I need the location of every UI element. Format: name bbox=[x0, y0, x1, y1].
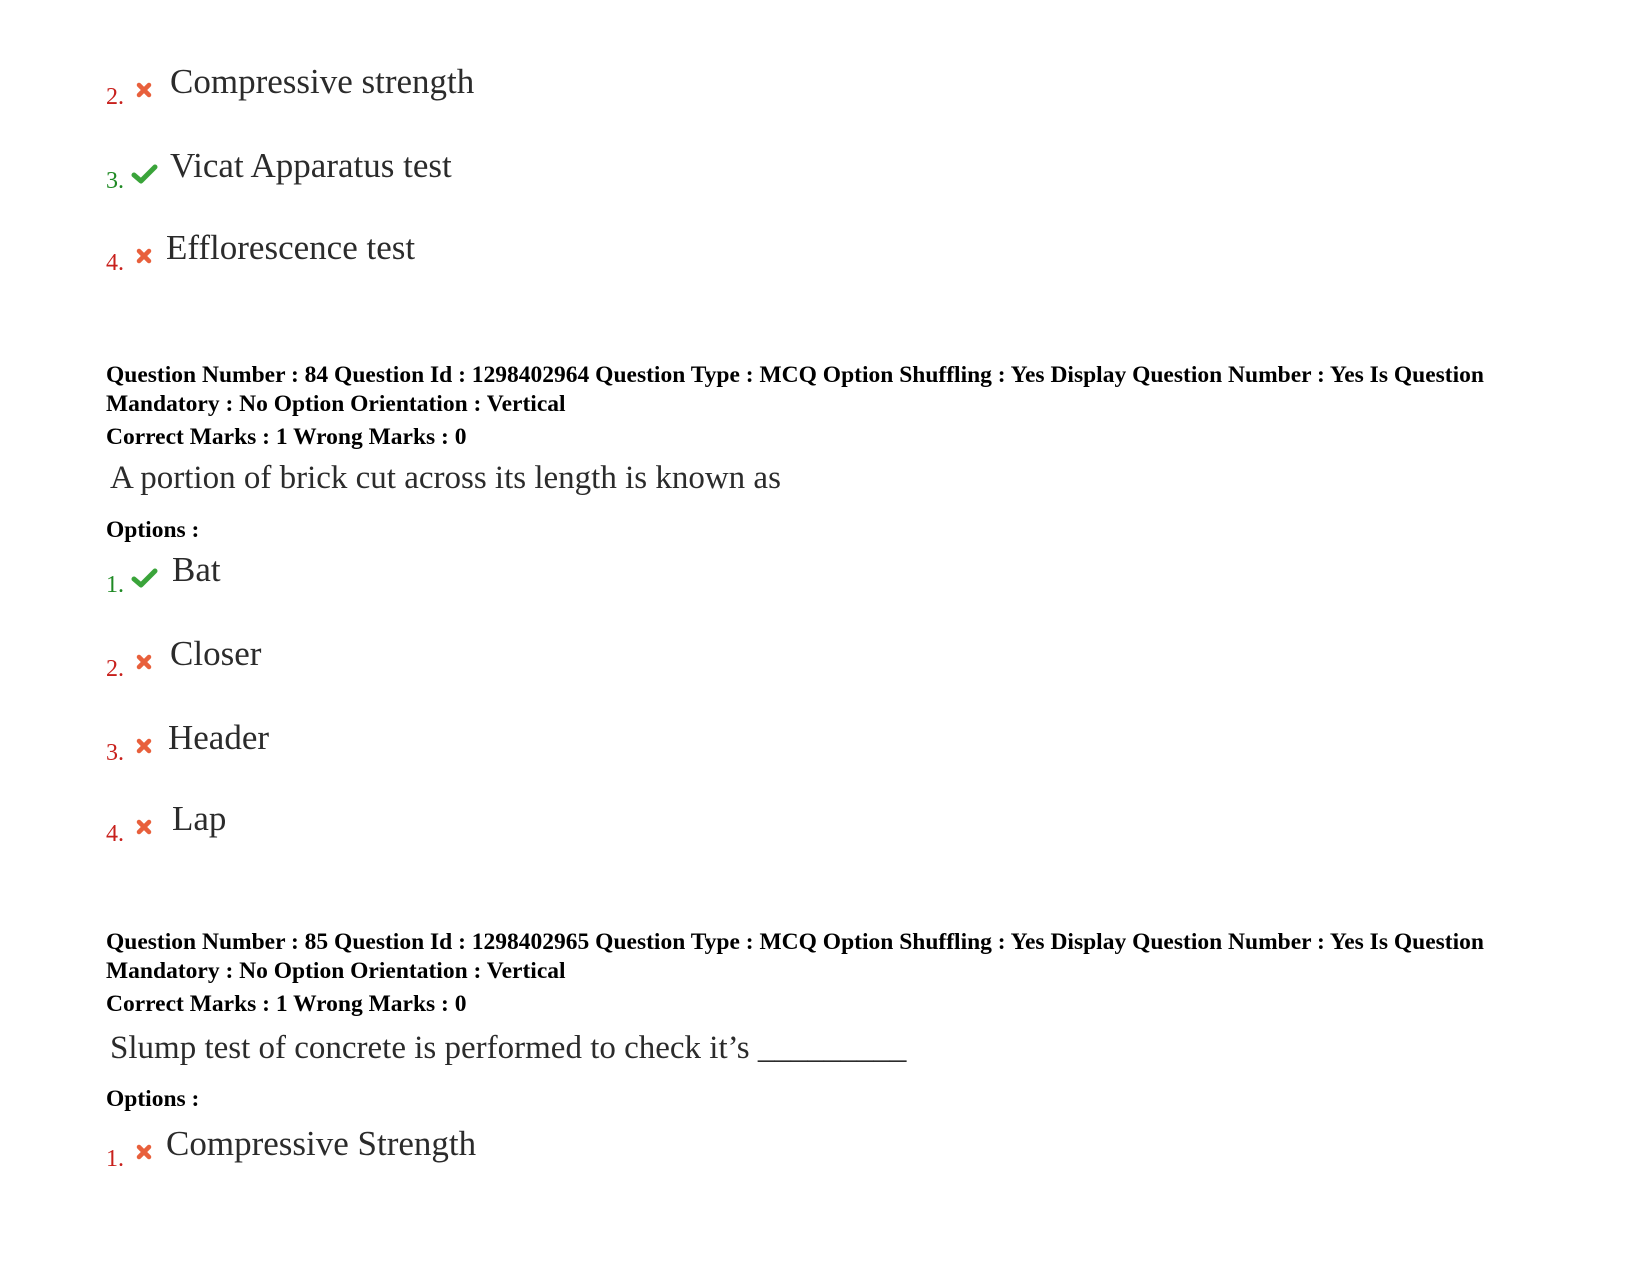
cross-icon bbox=[130, 648, 158, 676]
cross-icon bbox=[130, 813, 158, 841]
option-text: Bat bbox=[172, 550, 221, 589]
question-meta: Question Number : 84 Question Id : 1298402964 Question Type : MCQ Option Shuffling : Yes Display Question Number : Yes Is Question Mandatory : No Option Orientation : Vertical bbox=[106, 362, 1484, 417]
option-text: Closer bbox=[170, 634, 262, 673]
option-number: 4. bbox=[106, 821, 124, 847]
option-text: Lap bbox=[172, 799, 227, 838]
cross-icon bbox=[130, 242, 158, 270]
check-icon bbox=[130, 160, 158, 188]
option-number: 2. bbox=[106, 84, 124, 110]
option-number: 3. bbox=[106, 740, 124, 766]
question-meta: Question Number : 85 Question Id : 1298402965 Question Type : MCQ Option Shuffling : Yes Display Question Number : Yes Is Question Mandatory : No Option Orientation : Vertical bbox=[106, 929, 1484, 984]
option-number: 4. bbox=[106, 250, 124, 276]
check-icon bbox=[130, 564, 158, 592]
question-text: Slump test of concrete is performed to check it’s _________ bbox=[110, 1030, 907, 1066]
question-marks: Correct Marks : 1 Wrong Marks : 0 bbox=[106, 424, 467, 450]
question-marks: Correct Marks : 1 Wrong Marks : 0 bbox=[106, 991, 467, 1017]
options-label: Options : bbox=[106, 517, 200, 543]
option-number: 1. bbox=[106, 1146, 124, 1172]
cross-icon bbox=[130, 1138, 158, 1166]
option-number: 2. bbox=[106, 656, 124, 682]
option-text: Header bbox=[168, 718, 270, 757]
option-text: Vicat Apparatus test bbox=[170, 146, 452, 185]
options-label: Options : bbox=[106, 1086, 200, 1112]
option-text: Compressive strength bbox=[170, 62, 475, 101]
option-number: 3. bbox=[106, 168, 124, 194]
question-text: A portion of brick cut across its length is known as bbox=[110, 460, 781, 496]
cross-icon bbox=[130, 732, 158, 760]
option-text: Compressive Strength bbox=[166, 1124, 477, 1163]
option-number: 1. bbox=[106, 572, 124, 598]
option-text: Efflorescence test bbox=[166, 228, 416, 267]
cross-icon bbox=[130, 76, 158, 104]
